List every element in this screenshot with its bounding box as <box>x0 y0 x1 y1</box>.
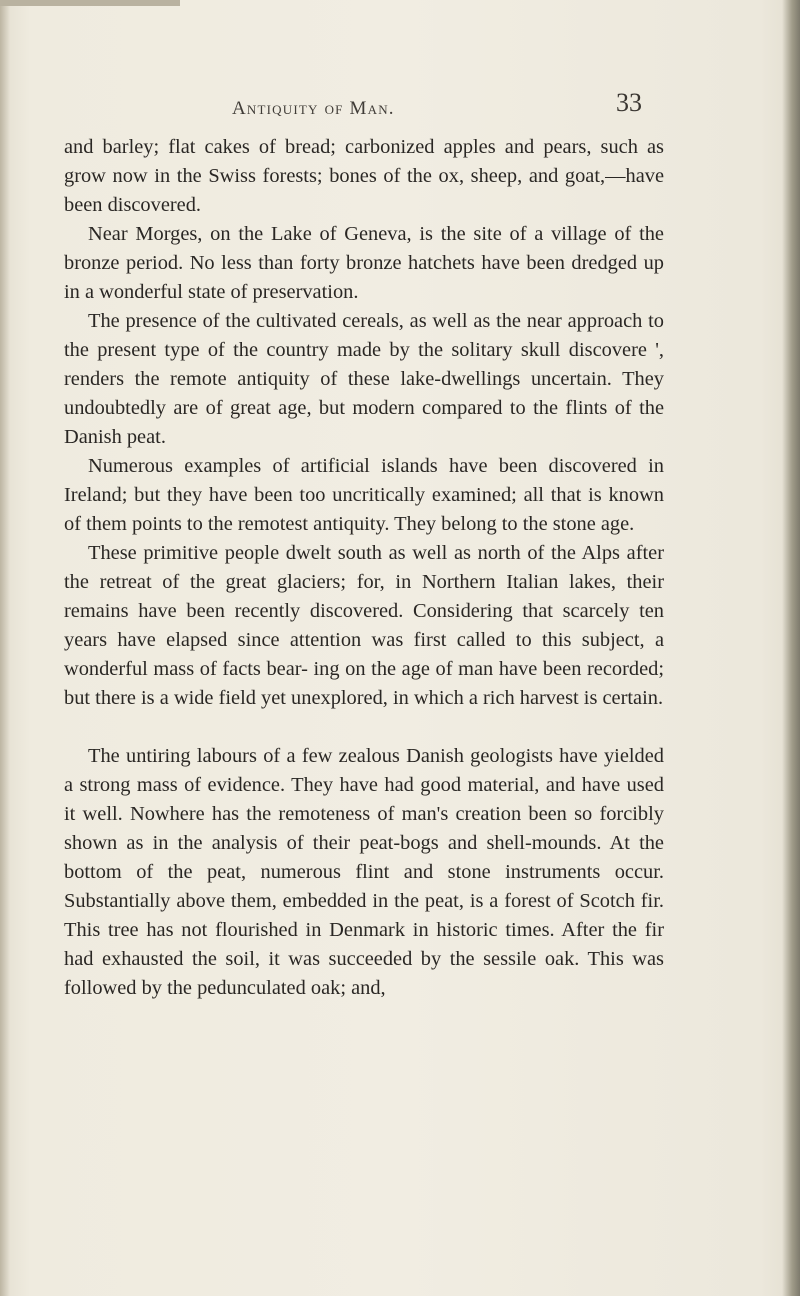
page-number: 33 <box>616 88 642 117</box>
paragraph: The presence of the cultivated cereals, as well as the near approach to the present type of the country made by the solitary skull discovere ', renders the remote antiquity of these lake-dwellings uncertain. They undoubtedly are of great age, but modern compared to the flints of the Danish peat. <box>64 310 664 448</box>
page-header <box>0 84 800 124</box>
running-title: Antiquity of Man. <box>232 98 395 119</box>
page-right-edge-shadow <box>782 0 800 1296</box>
paragraph: The untiring labours of a few zealous Danish geologists have yielded a strong mass of evidence. They have had good material, and have used it well. Nowhere has the remoteness of man's creation been so forcibly shown as in the analysis of their peat-bogs and shell-mounds. At the bottom of the peat, numerous flint and stone instruments occur. Substantially above them, embedded in the peat, is a forest of Scotch fir. This tree has not flourished in Denmark in historic times. After the fir had exhausted the soil, it was succeeded by the sessile oak. This was followed by the pedunculated oak; and, <box>64 745 664 999</box>
page-top-fold <box>0 0 180 6</box>
paragraph: Numerous examples of artificial islands have been discovered in Ireland; but they have been too uncritically examined; all that is known of them points to the remotest antiquity. They belong to the stone age. <box>64 455 664 535</box>
section-gap <box>64 713 664 742</box>
paragraph: and barley; flat cakes of bread; carbonized apples and pears, such as grow now in the Swiss forests; bones of the ox, sheep, and goat,—have been discovered. <box>64 136 664 216</box>
paragraph: Near Morges, on the Lake of Geneva, is the site of a village of the bronze period. No less than forty bronze hatchets have been dredged up in a wonderful state of preservation. <box>64 223 664 303</box>
page-left-edge-shadow <box>0 0 10 1296</box>
body-text <box>64 133 664 1003</box>
paragraph: These primitive people dwelt south as well as north of the Alps after the retreat of the great glaciers; for, in Northern Italian lakes, their remains have been recently discovered. Considering that scarcely ten years have elapsed since attention was first called to this subject, a wonderful mass of facts bear- ing on the age of man have been recorded; but there is a wide field yet unexplored, in which a rich harvest is certain. <box>64 542 664 709</box>
